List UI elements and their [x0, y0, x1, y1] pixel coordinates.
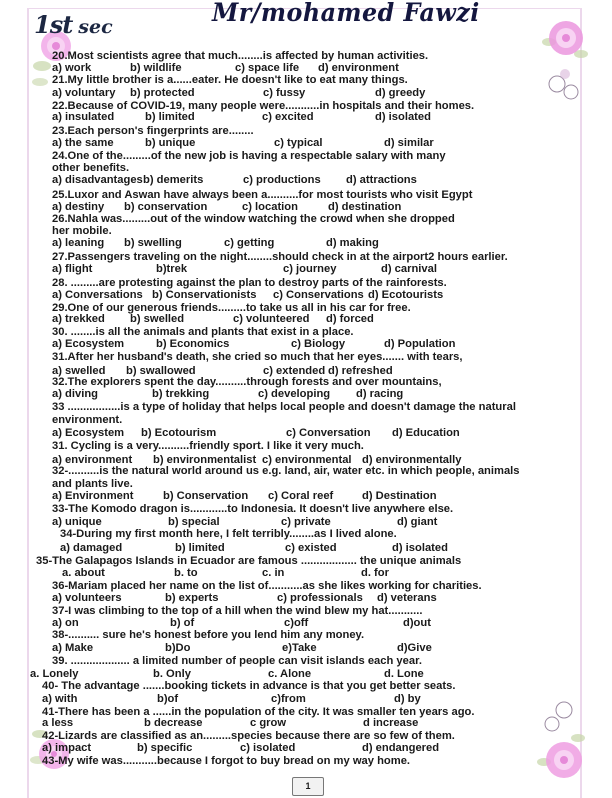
question-text: 33-The Komodo dragon is............to Indonesia. It doesn't live anywhere else. [52, 503, 454, 515]
question-text: 24.One of the.........of the new job is having a respectable salary with many [52, 150, 446, 162]
question-text: 34-During my first month here, I felt terribly........as I lived alone. [60, 528, 397, 540]
answer-option: b) demerits [143, 174, 204, 186]
answer-option: c) existed [285, 542, 337, 554]
answer-option: c) typical [274, 137, 323, 149]
answer-option: a) voluntary [52, 87, 116, 99]
answer-option: b) unique [145, 137, 196, 149]
answer-option: d) forced [326, 313, 374, 325]
teacher-name-title: Mr/mohamed Fawzi [212, 0, 480, 27]
answer-option: a) Ecosystem [52, 338, 125, 350]
question-text: 38-.......... sure he's honest before you lend him any money. [52, 629, 365, 641]
flower-decoration-bottom-right [530, 690, 600, 790]
answer-option: d) attractions [346, 174, 417, 186]
answer-option: b decrease [144, 717, 203, 729]
answer-option: d) making [326, 237, 379, 249]
answer-option: b) environmentalist [153, 454, 257, 466]
answer-option: a) environment [52, 454, 133, 466]
answer-option: c) volunteered [233, 313, 310, 325]
flower-decoration-top-right [535, 14, 595, 109]
answer-option: d) Education [392, 427, 460, 439]
answer-option: c) fussy [263, 87, 306, 99]
answer-option: a) damaged [60, 542, 123, 554]
answer-option: d. Lone [384, 668, 424, 680]
answer-option: a) Ecosystem [52, 427, 125, 439]
grade-suffix: sec [78, 16, 113, 38]
question-text: 43-My wife was...........because I forgot to buy bread on my way home. [42, 755, 411, 767]
answer-option: a) volunteers [52, 592, 122, 604]
answer-option: b) swallowed [126, 365, 196, 377]
answer-option: a) with [42, 693, 78, 705]
answer-option: c grow [250, 717, 287, 729]
question-text: 28. .........are protesting against the plan to destroy parts of the rainforests. [52, 277, 447, 289]
answer-option: a) Make [52, 642, 94, 654]
answer-option: b) Conservationists [152, 289, 257, 301]
answer-option: a) flight [52, 263, 93, 275]
answer-option: d) refreshed [328, 365, 393, 377]
answer-option: d) endangered [362, 742, 440, 754]
answer-option: b) limited [145, 111, 195, 123]
answer-option: d)out [403, 617, 431, 629]
answer-option: c) isolated [240, 742, 296, 754]
answer-option: a) on [52, 617, 79, 629]
question-text-continued: and plants live. [52, 478, 133, 490]
answer-option: a) diving [52, 388, 98, 400]
question-text-continued: her mobile. [52, 225, 112, 237]
answer-option: c)from [271, 693, 306, 705]
question-text: 32.The explorers spent the day..........through forests and over mountains, [52, 376, 442, 388]
answer-option: b) conservation [124, 201, 208, 213]
answer-option: d) veterans [377, 592, 437, 604]
question-text: 31. Cycling is a very..........friendly sport. I like it very much. [52, 440, 364, 452]
question-text: 27.Passengers traveling on the night........should check in at the airport2 hours earlier. [52, 251, 508, 263]
answer-option: d) similar [384, 137, 434, 149]
answer-option: a) insulated [52, 111, 115, 123]
answer-option: a) unique [52, 516, 102, 528]
question-text: 41-There has been a ......in the population of the city. It was smaller ten years ago. [42, 706, 475, 718]
answer-option: c) developing [258, 388, 331, 400]
answer-option: c) location [242, 201, 298, 213]
answer-option: d) Ecotourists [368, 289, 444, 301]
question-text-continued: other benefits. [52, 162, 130, 174]
question-text: 23.Each person's fingerprints are........ [52, 125, 254, 137]
answer-option: d) isolated [392, 542, 448, 554]
answer-option: c) professionals [277, 592, 363, 604]
answer-option: c) environmental [262, 454, 352, 466]
grade-label [34, 10, 113, 39]
answer-option: d) greedy [375, 87, 426, 99]
answer-option: b. Only [153, 668, 191, 680]
answer-option: c) space life [235, 62, 300, 74]
answer-option: d) isolated [375, 111, 431, 123]
question-text: 36-Mariam placed her name on the list of...........as she likes working for charities. [52, 580, 482, 592]
answer-option: c) Conservations [273, 289, 364, 301]
answer-option: c. Alone [268, 668, 312, 680]
answer-option: b) specific [137, 742, 193, 754]
answer-option: a) trekked [52, 313, 105, 325]
answer-option: b) special [168, 516, 220, 528]
question-text: 39. ................... a limited number of people can visit islands each year. [52, 655, 422, 667]
answer-option: a. about [62, 567, 105, 579]
answer-option: b) Conservation [163, 490, 249, 502]
question-text: 33 .................is a type of holiday that helps local people and doesn't damage the natural [52, 401, 516, 413]
page-number: 1 [292, 777, 324, 796]
question-text: 40- The advantage .......booking tickets in advance is that you get better seats. [42, 680, 456, 692]
answer-option: d) environment [318, 62, 399, 74]
answer-option: c) Biology [291, 338, 346, 350]
answer-option: d) carnival [381, 263, 437, 275]
question-text: 31.After her husband's death, she cried so much that her eyes....... with tears, [52, 351, 463, 363]
answer-option: c)off [284, 617, 309, 629]
answer-option: c) journey [283, 263, 337, 275]
answer-option: d) Destination [362, 490, 437, 502]
answer-option: d)Give [397, 642, 432, 654]
answer-option: c) Coral reef [268, 490, 334, 502]
grade-number: 1st [34, 10, 73, 39]
question-text: 30. ........is all the animals and plants that exist in a place. [52, 326, 354, 338]
answer-option: d) destination [328, 201, 402, 213]
answer-option: a) leaning [52, 237, 105, 249]
answer-option: a) Environment [52, 490, 134, 502]
question-text: 20.Most scientists agree that much........is affected by human activities. [52, 50, 429, 62]
answer-option: b) protected [130, 87, 195, 99]
question-text: 37-I was climbing to the top of a hill when the wind blew my hat........... [52, 605, 423, 617]
answer-option: b)trek [156, 263, 188, 275]
answer-option: c) productions [243, 174, 321, 186]
answer-option: d. for [361, 567, 389, 579]
question-text: 26.Nahla was.........out of the window watching the crowd when she dropped [52, 213, 455, 225]
answer-option: b) swelling [124, 237, 182, 249]
answer-option: a) impact [42, 742, 92, 754]
question-text: 21.My little brother is a......eater. He doesn't like to eat many things. [52, 74, 408, 86]
answer-option: b) Economics [156, 338, 230, 350]
answer-option: b)Do [165, 642, 191, 654]
answer-option: b) of [170, 617, 195, 629]
answer-option: d) by [394, 693, 421, 705]
answer-option: b) wildlife [130, 62, 182, 74]
answer-option: b)of [157, 693, 179, 705]
answer-option: a) Conversations [52, 289, 143, 301]
question-text-continued: environment. [52, 414, 123, 426]
answer-option: a) disadvantages [52, 174, 143, 186]
answer-option: b) swelled [130, 313, 185, 325]
answer-option: c) excited [262, 111, 314, 123]
answer-option: a. Lonely [30, 668, 79, 680]
question-text: 25.Luxor and Aswan have always been a..........for most tourists who visit Egypt [52, 189, 473, 201]
answer-option: b) Ecotourism [141, 427, 217, 439]
answer-option: b) experts [165, 592, 219, 604]
answer-option: a) work [52, 62, 92, 74]
question-text: 32-..........is the natural world around us e.g. land, air, water etc. in which people, animals [52, 465, 520, 477]
question-text: 42-Lizards are classified as an.........species because there are so few of them. [42, 730, 455, 742]
answer-option: b) trekking [152, 388, 210, 400]
answer-option: c) extended [263, 365, 326, 377]
question-text: 29.One of our generous friends.........to take us all in his car for free. [52, 302, 411, 314]
answer-option: b. to [174, 567, 198, 579]
question-text: 22.Because of COVID-19, many people were...........in hospitals and their homes. [52, 100, 475, 112]
answer-option: c) getting [224, 237, 275, 249]
answer-option: a) the same [52, 137, 114, 149]
answer-option: b) limited [175, 542, 225, 554]
answer-option: d increase [363, 717, 419, 729]
answer-option: d) giant [397, 516, 438, 528]
answer-option: c) private [281, 516, 331, 528]
answer-option: c. in [262, 567, 285, 579]
answer-option: c) Conversation [286, 427, 371, 439]
answer-option: a less [42, 717, 74, 729]
answer-option: e)Take [282, 642, 317, 654]
answer-option: a) destiny [52, 201, 105, 213]
answer-option: d) Population [384, 338, 456, 350]
answer-option: a) swelled [52, 365, 106, 377]
answer-option: d) environmentally [362, 454, 462, 466]
answer-option: d) racing [356, 388, 404, 400]
question-text: 35-The Galapagos Islands in Ecuador are famous .................. the unique animals [36, 555, 462, 567]
